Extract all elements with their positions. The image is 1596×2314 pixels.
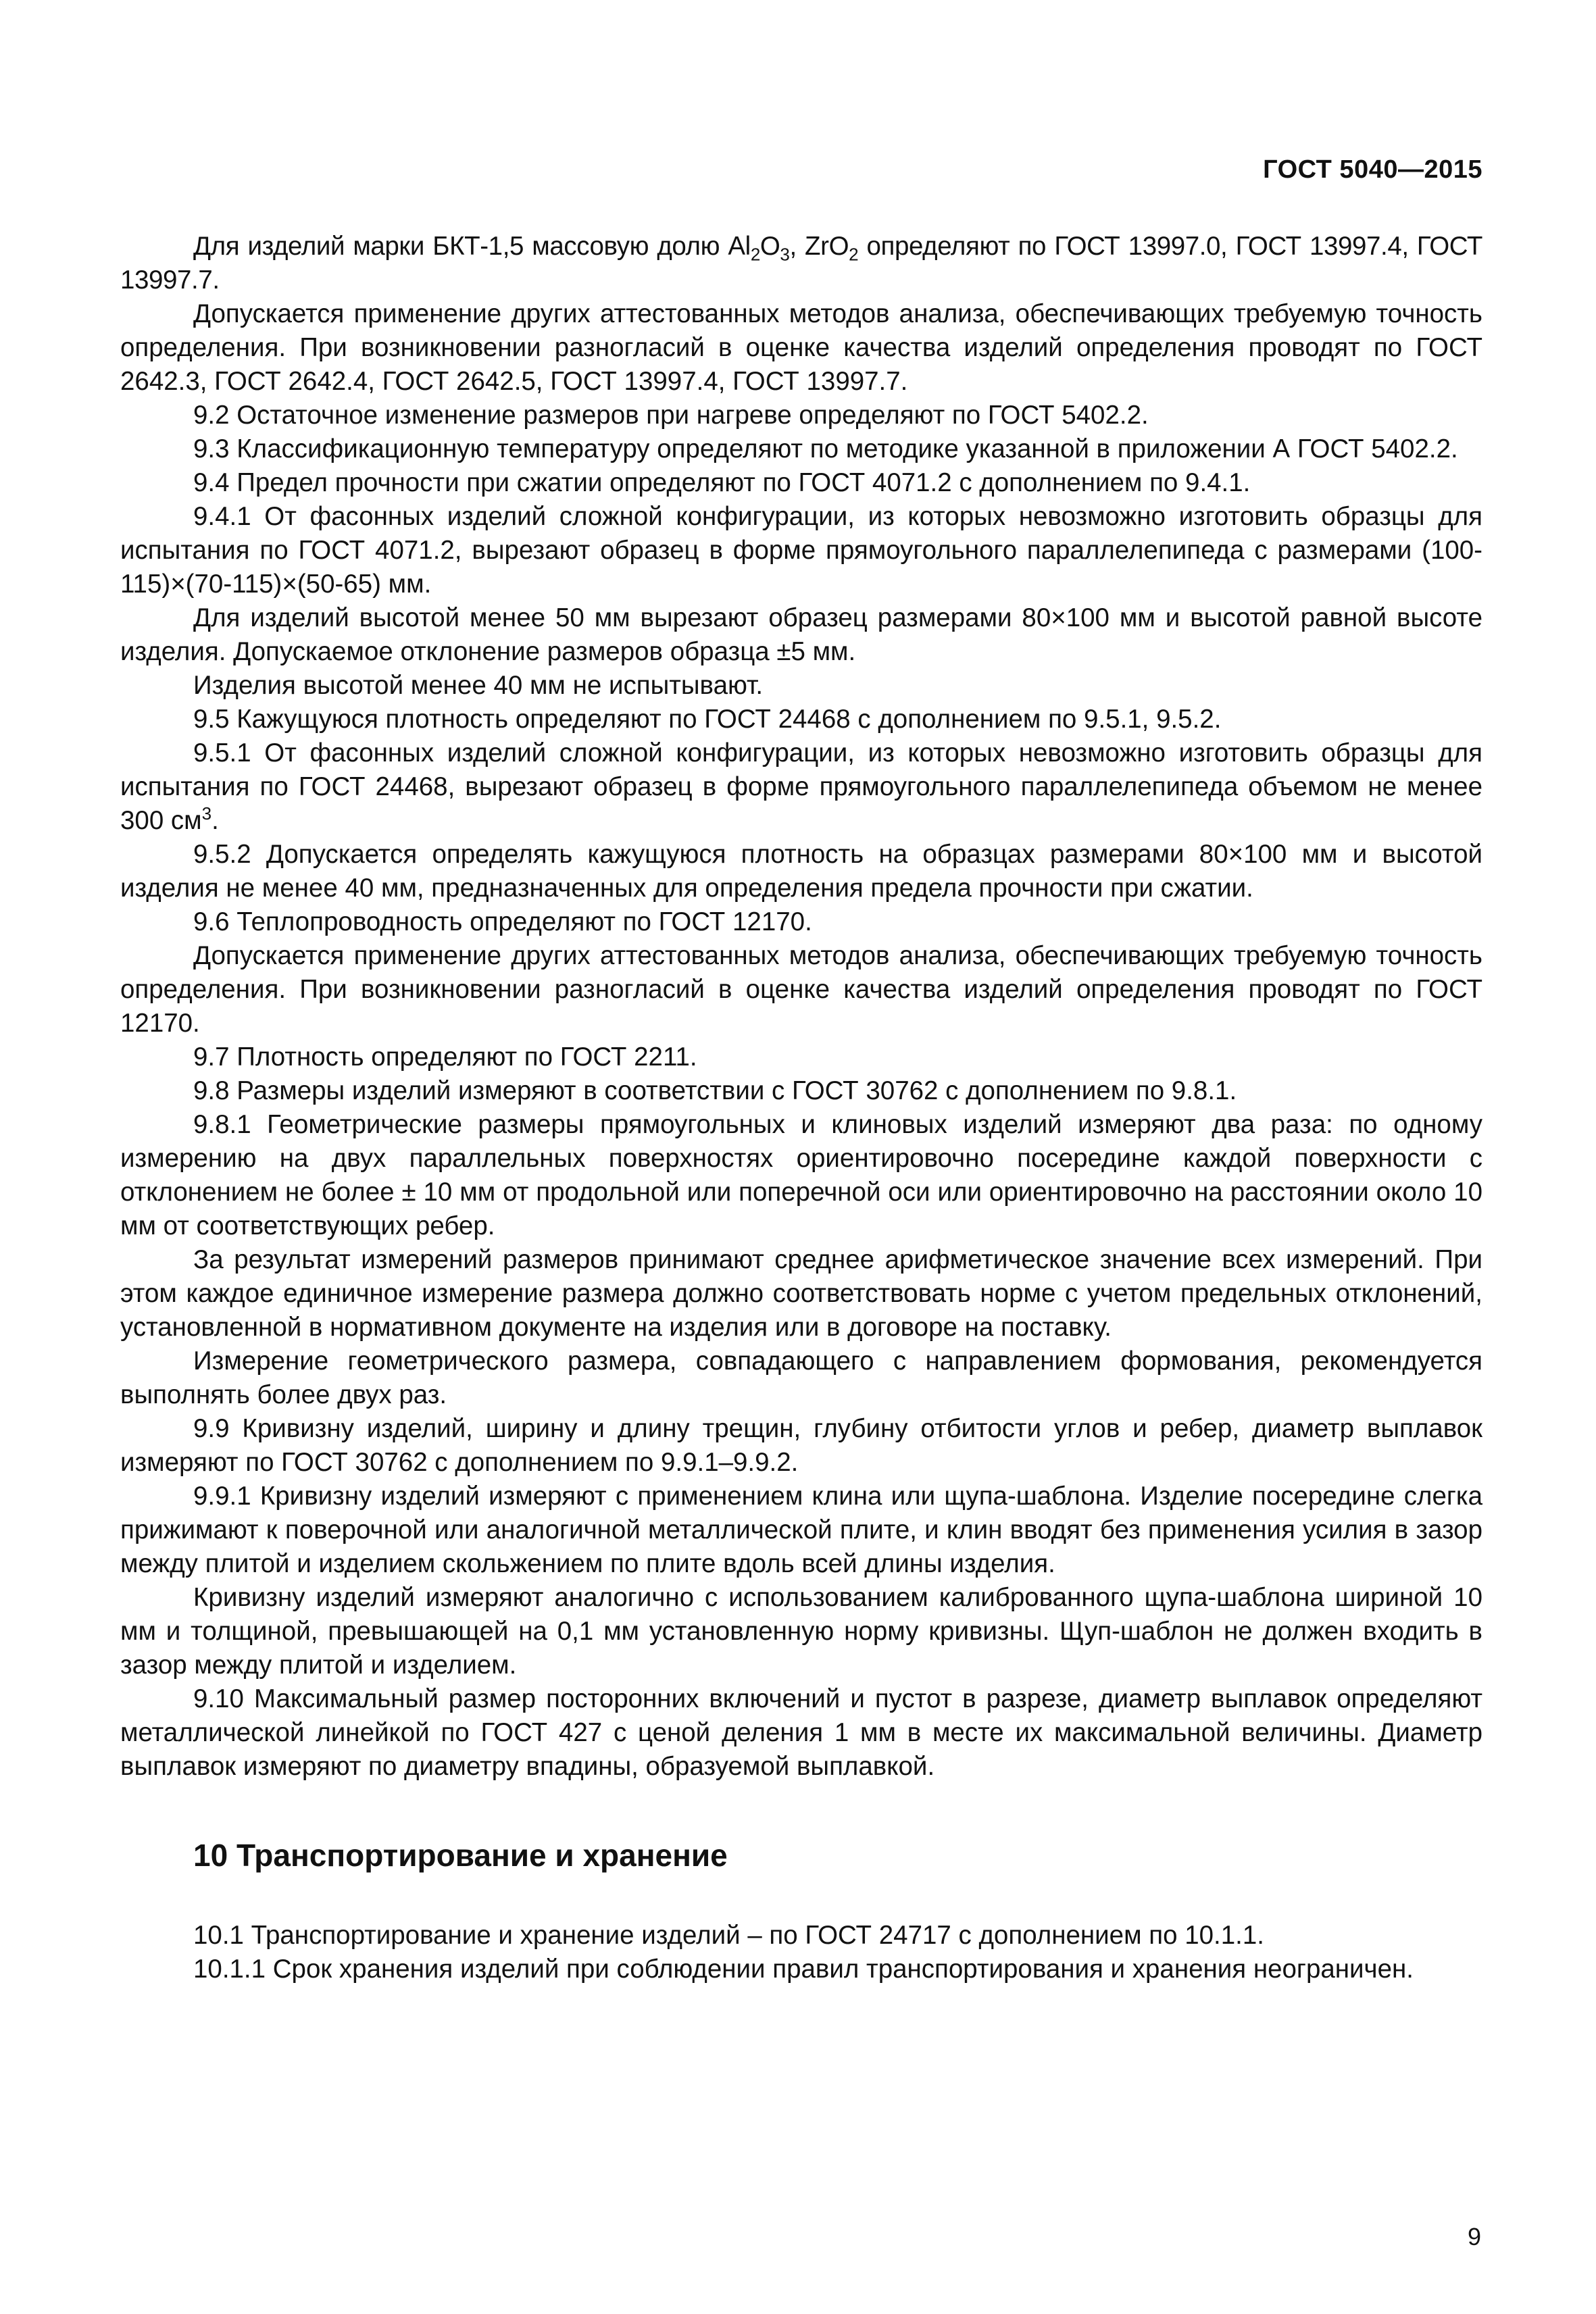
paragraph-10-1-1: 10.1.1 Срок хранения изделий при соблюдении правил транспортирования и хранения неограничен. [193, 1955, 1414, 1984]
paragraph-9-9: 9.9 Кривизну изделий, ширину и длину трещин, глубину отбитости углов и ребер, диаметр выплавок измеряют по ГОСТ 30762 с дополнением по 9.9.1–9.9.2. [120, 1414, 1482, 1477]
text-run: , ZrO [789, 232, 849, 261]
paragraph-other-methods-2: Допускается применение других аттестованных методов анализа, обеспечивающих требуемую точность определения. При возникновении разногласий в оценке качества изделий определения проводят по ГОСТ 12170. [120, 941, 1482, 1038]
paragraph-10-1: 10.1 Транспортирование и хранение изделий – по ГОСТ 24717 с дополнением по 10.1.1. [193, 1921, 1264, 1950]
paragraph-9-3: 9.3 Классификационную температуру определяют по методике указанной в приложении А ГОСТ 5402.2. [193, 434, 1458, 463]
paragraph-9-2: 9.2 Остаточное изменение размеров при нагреве определяют по ГОСТ 5402.2. [193, 401, 1149, 430]
paragraph-9-4-1: 9.4.1 От фасонных изделий сложной конфигурации, из которых невозможно изготовить образцы для испытания по ГОСТ 4071.2, вырезают образец в форме прямоугольного параллелепипеда с размерами (100-115)×(70-115)×(50-65) мм. [120, 502, 1482, 599]
paragraph-forming-direction: Измерение геометрического размера, совпадающего с направлением формования, рекомендуется выполнять более двух раз. [120, 1347, 1482, 1409]
paragraph-bkt-composition [120, 230, 1482, 297]
page-number: 9 [1467, 2223, 1481, 2250]
paragraph-height-under-50: Для изделий высотой менее 50 мм вырезают образец размерами 80×100 мм и высотой равной высоте изделия. Допускаемое отклонение размеров образца ±5 мм. [120, 603, 1482, 666]
text-run: Для изделий марки БКТ-1,5 массовую долю Al [193, 232, 751, 261]
paragraph-measurement-result: За результат измерений размеров принимают среднее арифметическое значение всех измерений. При этом каждое единичное измерение размера должно соответствовать норме с учетом предельных отклонений, установленной в нормативном документе на изделия или в договоре на поставку. [120, 1245, 1482, 1342]
text-run: определяют по ГОСТ 13997.0, ГОСТ 13997.4, ГОСТ 13997.7. [120, 232, 1483, 295]
superscript: 3 [201, 803, 212, 824]
paragraph-9-5: 9.5 Кажущуюся плотность определяют по ГОСТ 24468 с дополнением по 9.5.1, 9.5.2. [193, 705, 1222, 734]
text-run: 9.5.1 От фасонных изделий сложной конфигурации, из которых невозможно изготовить образцы для испытания по ГОСТ 24468, вырезают образец в форме прямоугольного параллелепипеда объемом не менее 300 см [120, 738, 1482, 835]
paragraph-9-9-1: 9.9.1 Кривизну изделий измеряют с применением клина или щупа-шаблона. Изделие посередине слегка прижимают к поверочной или аналогичной металлической плите, и клин вводят без применения усилия в зазор между плитой и изделием скольжением по плите вдоль всей длины изделия. [120, 1482, 1482, 1578]
section-heading-10: 10 Транспортирование и хранение [193, 1838, 728, 1873]
paragraph-curvature-template: Кривизну изделий измеряют аналогично с использованием калиброванного щупа-шаблона шириной 10 мм и толщиной, превышающей на 0,1 мм установленную норму кривизны. Щуп-шаблон не должен входить в зазор между плитой и изделием. [120, 1583, 1482, 1680]
text-run: O [759, 232, 780, 261]
paragraph-9-4: 9.4 Предел прочности при сжатии определяют по ГОСТ 4071.2 с дополнением по 9.4.1. [193, 468, 1251, 497]
paragraph-other-methods: Допускается применение других аттестованных методов анализа, обеспечивающих требуемую точность определения. При возникновении разногласий в оценке качества изделий определения проводят по ГОСТ 2642.3, ГОСТ 2642.4, ГОСТ 2642.5, ГОСТ 13997.4, ГОСТ 13997.7. [120, 299, 1482, 396]
paragraph-9-10: 9.10 Максимальный размер посторонних включений и пустот в разрезе, диаметр выплавок определяют металлической линейкой по ГОСТ 427 с ценой деления 1 мм в месте их максимальной величины. Диаметр выплавок измеряют по диаметру впадины, образуемой выплавкой. [120, 1684, 1482, 1781]
text-run: . [211, 806, 219, 835]
standard-code-header: ГОСТ 5040—2015 [1263, 155, 1482, 184]
paragraph-9-5-1 [120, 736, 1482, 838]
paragraph-9-6: 9.6 Теплопроводность определяют по ГОСТ 12170. [193, 907, 812, 936]
paragraph-9-5-2: 9.5.2 Допускается определять кажущуюся плотность на образцах размерами 80×100 мм и высотой изделия не менее 40 мм, предназначенных для определения предела прочности при сжатии. [120, 840, 1482, 903]
paragraph-9-7: 9.7 Плотность определяют по ГОСТ 2211. [193, 1042, 697, 1072]
subscript: 3 [780, 244, 790, 265]
paragraph-9-8-1: 9.8.1 Геометрические размеры прямоугольных и клиновых изделий измеряют два раза: по одному измерению на двух параллельных поверхностях ориентировочно посередине каждой поверхности с отклонением не более ± 10 мм от продольной или поперечной оси или ориентировочно на расстоянии около 10 мм от соответствующих ребер. [120, 1110, 1482, 1240]
subscript: 2 [750, 244, 760, 265]
paragraph-height-under-40: Изделия высотой менее 40 мм не испытывают. [193, 671, 764, 700]
subscript: 2 [849, 244, 859, 265]
document-body [120, 230, 1482, 1986]
paragraph-9-8: 9.8 Размеры изделий измеряют в соответствии с ГОСТ 30762 с дополнением по 9.8.1. [193, 1076, 1237, 1105]
